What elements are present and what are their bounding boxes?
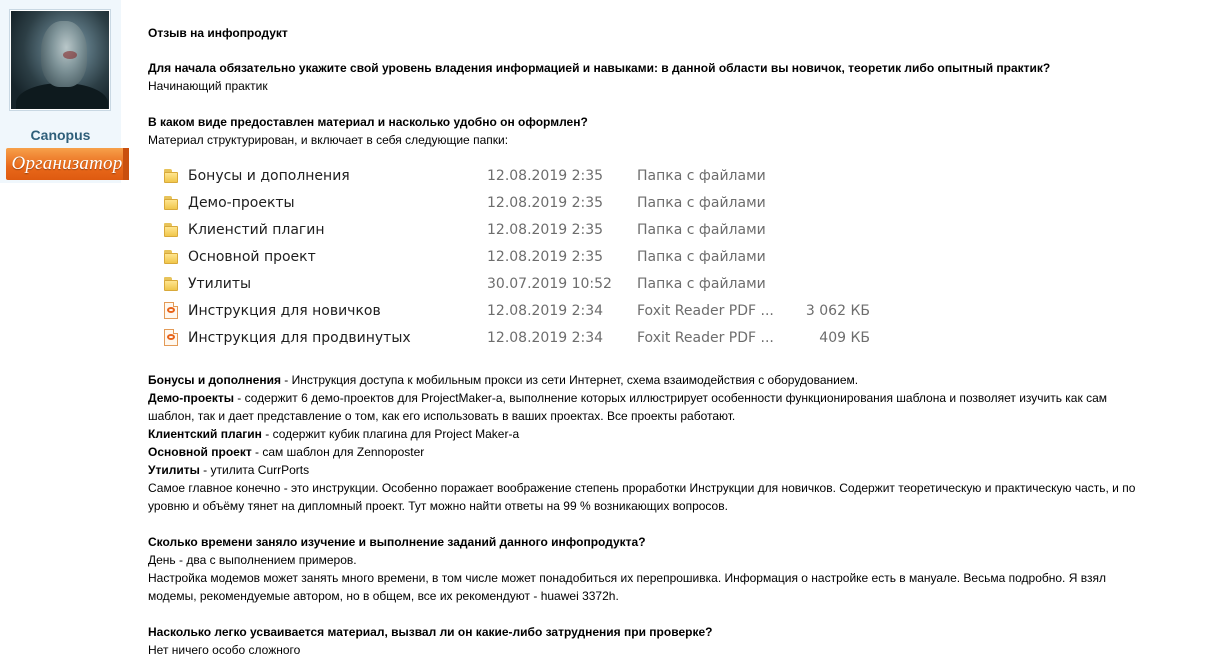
user-panel	[0, 0, 128, 665]
file-size: 3 062 КБ	[805, 303, 870, 319]
description-text: уровню и объёму тянет на дипломный проект. Тут можно найти ответы на 99 % возникающих вопросов.	[148, 499, 728, 513]
pdf-icon	[164, 329, 178, 346]
folder-icon	[163, 222, 179, 238]
folder-icon	[163, 168, 179, 184]
username-link[interactable]: Canopus	[30, 127, 91, 143]
description-text: - содержит 6 демо-проектов для ProjectMaker-а, выполнение которых иллюстрирует особенности функционирования шаблона и позволяет изучить как сам	[233, 391, 1107, 405]
file-row[interactable]	[163, 190, 883, 217]
file-size: 409 КБ	[819, 330, 870, 346]
description-text: - сам шаблон для Zennoposter	[251, 445, 425, 459]
file-row[interactable]	[163, 298, 883, 325]
avatar[interactable]	[9, 9, 111, 111]
file-date: 12.08.2019 2:34	[487, 330, 604, 346]
folder-icon	[163, 249, 179, 265]
file-name: Инструкция для продвинутых	[188, 330, 411, 346]
file-name: Бонусы и дополнения	[188, 168, 350, 184]
file-date: 12.08.2019 2:35	[487, 249, 604, 265]
file-row[interactable]	[163, 163, 883, 190]
folder-icon	[163, 195, 179, 211]
file-type: Папка с файлами	[637, 195, 766, 211]
answer-time-1: День - два с выполнением примеров.	[148, 553, 357, 567]
folder-icon	[163, 276, 179, 292]
file-type: Foxit Reader PDF ...	[637, 303, 774, 319]
description-text: шаблон, так и дает представление о том, как его использовать в ваших проектах. Все проекты работают.	[148, 409, 736, 423]
pdf-icon	[164, 302, 178, 319]
description-text: - утилита CurrPorts	[199, 463, 310, 477]
description-line	[148, 389, 1135, 407]
file-type: Папка с файлами	[637, 168, 766, 184]
file-type: Foxit Reader PDF ...	[637, 330, 774, 346]
description-term: Клиентский плагин	[148, 427, 262, 441]
question-difficulty: Насколько легко усваивается материал, вызвал ли он какие-либо затруднения при проверке?	[148, 625, 713, 639]
file-type: Папка с файлами	[637, 222, 766, 238]
file-date: 30.07.2019 10:52	[487, 276, 612, 292]
description-line	[148, 443, 1135, 461]
description-line	[148, 479, 1135, 497]
file-name: Основной проект	[188, 249, 316, 265]
description-line	[148, 371, 1135, 389]
description-line	[148, 425, 1135, 443]
file-date: 12.08.2019 2:35	[487, 168, 604, 184]
file-type: Папка с файлами	[637, 249, 766, 265]
file-type: Папка с файлами	[637, 276, 766, 292]
file-date: 12.08.2019 2:34	[487, 303, 604, 319]
role-badge: Организатор	[6, 148, 128, 180]
question-time: Сколько времени заняло изучение и выполнение заданий данного инфопродукта?	[148, 535, 646, 549]
description-line	[148, 497, 1135, 515]
question-level: Для начала обязательно укажите свой уровень владения информацией и навыками: в данной области вы новичок, теоретик либо опытный практик?	[148, 61, 1051, 75]
avatar-image	[11, 11, 109, 109]
description-line	[148, 407, 1135, 425]
answer-time-3: модемы, рекомендуемые автором, но в общем, все их рекомендуют - huawei 3372h.	[148, 589, 619, 603]
description-text: - Инструкция доступа к мобильным прокси из сети Интернет, схема взаимодействия с оборудованием.	[280, 373, 859, 387]
file-name: Утилиты	[188, 276, 252, 292]
post-heading: Отзыв на инфопродукт	[148, 26, 288, 40]
file-date: 12.08.2019 2:35	[487, 222, 604, 238]
file-row[interactable]	[163, 244, 883, 271]
answer-level: Начинающий практик	[148, 79, 268, 93]
file-name: Клиенстий плагин	[188, 222, 325, 238]
description-term: Основной проект	[148, 445, 252, 459]
description-line	[148, 461, 1135, 479]
answer-time-2: Настройка модемов может занять много времени, в том числе может понадобиться их перепрошивка. Информация о настройке есть в мануале. Весьма подробно. Я взял	[148, 571, 1106, 585]
file-name: Демо-проекты	[188, 195, 295, 211]
answer-difficulty: Нет ничего особо сложного	[148, 643, 301, 657]
description-term: Бонусы и дополнения	[148, 373, 281, 387]
file-row[interactable]	[163, 271, 883, 298]
description-term: Утилиты	[148, 463, 200, 477]
description-text: - содержит кубик плагина для Project Maker-а	[261, 427, 520, 441]
file-date: 12.08.2019 2:35	[487, 195, 604, 211]
file-row[interactable]	[163, 325, 883, 352]
file-list	[163, 163, 883, 352]
file-row[interactable]	[163, 217, 883, 244]
file-name: Инструкция для новичков	[188, 303, 381, 319]
question-format: В каком виде предоставлен материал и насколько удобно он оформлен?	[148, 115, 588, 129]
folder-descriptions	[148, 371, 1135, 515]
description-text: Самое главное конечно - это инструкции. Особенно поражает воображение степень проработки Инструкции для новичков. Содержит теоретическую и практическую часть, и по	[148, 481, 1136, 495]
description-term: Демо-проекты	[148, 391, 234, 405]
answer-format: Материал структурирован, и включает в себя следующие папки:	[148, 133, 509, 147]
